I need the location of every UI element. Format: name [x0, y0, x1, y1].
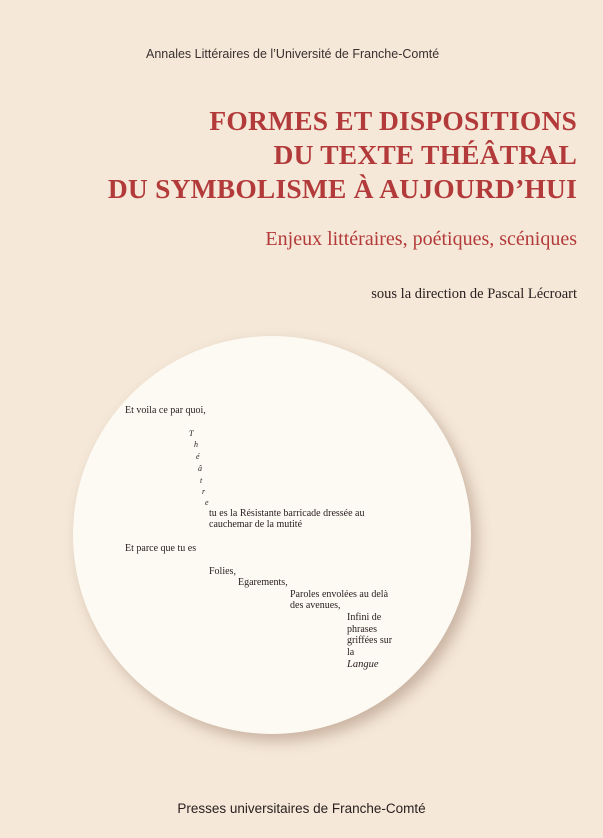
poem-line: Et parce que tu es: [125, 543, 197, 554]
poem-line: Egarements,: [238, 577, 288, 588]
series-name: Annales Littéraires de l’Université de Franche-Comté: [146, 47, 440, 61]
poem-letter: é: [196, 452, 200, 461]
book-title: [108, 104, 577, 206]
poem-letter: t: [200, 476, 203, 485]
title-line-3: DU SYMBOLISME À AUJOURD’HUI: [107, 173, 577, 204]
editor-credit: sous la direction de Pascal Lécroart: [371, 286, 577, 302]
poem-line: Paroles envolées au delà: [290, 589, 389, 600]
poem-line: la: [347, 647, 355, 658]
poem-letter: T: [189, 429, 194, 438]
publisher-name: Presses universitaires de Franche-Comté: [177, 801, 426, 816]
book-subtitle: Enjeux littéraires, poétiques, scéniques: [265, 228, 577, 250]
poem-line: phrases: [347, 624, 377, 635]
poem-line: cauchemar de la mutité: [209, 519, 303, 530]
poem-line: Et voila ce par quoi,: [125, 405, 206, 416]
poem-letter: h: [194, 440, 198, 449]
poem-line: tu es la Résistante barricade dressée au: [209, 508, 365, 519]
poem-letter: e: [205, 498, 209, 507]
poem-line: griffées sur: [347, 635, 393, 646]
poem-line: Infini de: [347, 612, 382, 623]
poem-disc: [73, 336, 471, 734]
poem-letter: â: [198, 464, 202, 473]
poem-line: des avenues,: [290, 600, 341, 611]
poem-line: Folies,: [209, 566, 236, 577]
poem-line: Langue: [347, 659, 379, 670]
title-line-2: DU TEXTE THÉÂTRAL: [273, 139, 577, 170]
title-line-1: FORMES ET DISPOSITIONS: [209, 105, 577, 136]
poem-letter: r: [202, 487, 206, 496]
